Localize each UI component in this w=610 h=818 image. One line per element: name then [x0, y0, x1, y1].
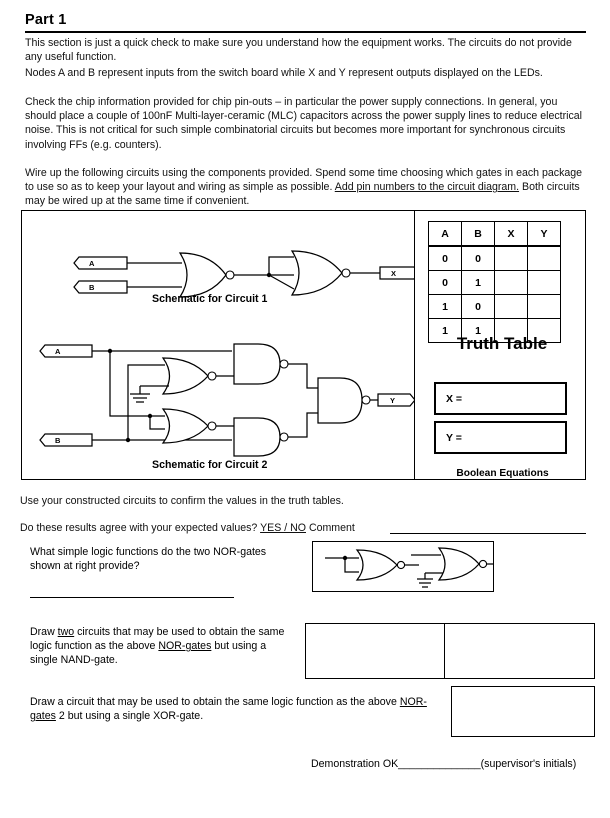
nand-q2-underline-nor: NOR-gates — [158, 640, 212, 653]
xor-q-underline-gates: gates — [30, 710, 56, 723]
svg-text:Y: Y — [390, 396, 396, 405]
svg-text:X: X — [391, 269, 397, 278]
cell-a: 0 — [429, 246, 462, 271]
nor-gates-example-svg — [313, 542, 493, 591]
nor-question-line2: shown at right provide? — [30, 560, 140, 573]
truth-table-header-b: B — [462, 222, 495, 247]
cell-x[interactable] — [495, 295, 528, 319]
paragraph4-underlined: Add pin numbers to the circuit diagram. — [334, 181, 520, 194]
cell-y[interactable] — [528, 271, 561, 295]
nand-q2-post: but using a — [211, 640, 267, 653]
xor-q-post: 2 but using a single XOR-gate. — [55, 710, 204, 723]
intro-paragraph-2: Nodes A and B represent inputs from the switch board while X and Y represent outputs displayed on the LEDs. — [25, 67, 543, 79]
input-pin-b-circuit2 — [40, 434, 92, 446]
truth-table-header-x: X — [495, 222, 528, 247]
cell-x[interactable] — [495, 271, 528, 295]
confirm-instruction: Use your constructed circuits to confirm the values in the truth tables. — [20, 495, 344, 507]
nand-question-line2 — [30, 639, 305, 653]
cell-a: 1 — [429, 295, 462, 319]
cell-a: 0 — [429, 271, 462, 295]
nand-q2-pre: logic function as the above — [30, 640, 159, 653]
comment-label: Comment — [306, 522, 355, 534]
table-row — [429, 295, 561, 319]
input-pin-a-circuit1 — [74, 257, 127, 269]
equation-box-x[interactable] — [434, 382, 567, 415]
panel-divider — [414, 211, 415, 479]
title-divider — [25, 31, 586, 33]
xor-q-underline-nor: NOR- — [399, 696, 427, 708]
cell-y[interactable] — [528, 246, 561, 271]
truth-table — [428, 221, 561, 343]
nand-gate-upper-circuit2 — [234, 344, 288, 384]
cell-b: 0 — [462, 295, 495, 319]
nor-gate-1-circuit1 — [180, 253, 234, 297]
svg-text:A: A — [89, 259, 95, 268]
paragraph4-tail: Both circuits may be wired up at the same time if convenient. — [25, 181, 580, 208]
intro-paragraph-1: This section is just a quick check to make sure you understand how the equipment works. The circuits do not provide any useful function. — [25, 37, 572, 64]
truth-table-wrapper — [428, 221, 561, 343]
nand-q-post: circuits that may be used to obtain the same — [74, 626, 285, 638]
nor-question-line1: What simple logic functions do the two NOR-gates — [30, 546, 267, 558]
cell-x[interactable] — [495, 246, 528, 271]
truth-table-caption: Truth Table — [456, 334, 548, 353]
table-row — [429, 246, 561, 271]
agree-lead: Do these results agree with your expected values? — [20, 522, 261, 534]
nand-answer-box-2[interactable] — [444, 623, 595, 679]
cell-y[interactable] — [528, 295, 561, 319]
cell-b: 0 — [462, 246, 495, 271]
nand-q-underline-two: two — [57, 626, 75, 638]
circuit-1-schematic — [22, 231, 414, 341]
xor-q-pre: Draw a circuit that may be used to obtain the same logic function as the above — [30, 696, 400, 708]
equation-x-label: X = — [446, 393, 463, 405]
ground-symbol-circuit2 — [130, 386, 150, 402]
nor-gate-upper-circuit2 — [163, 358, 216, 394]
nor-question-answer-line[interactable] — [30, 597, 234, 598]
truth-table-header-y: Y — [528, 222, 561, 247]
comment-answer-line[interactable] — [390, 533, 586, 534]
nor-question — [30, 545, 305, 573]
intro-paragraph-3: Check the chip information provided for chip pin-outs – in particular the power supply connections. In general, you should place a couple of 100nF Multi-layer-ceramic (MLC) capacitors across the power supply lines to reduce electrical noise. This is not critical for such simple combinatorial circuits but becomes more important for synchronous circuits involving FFs (e.g. counters). — [25, 96, 583, 151]
nand-q-pre: Draw — [30, 626, 58, 638]
boolean-equations-caption: Boolean Equations — [456, 468, 549, 479]
cell-b: 1 — [462, 271, 495, 295]
nand-answer-box-1[interactable] — [305, 623, 445, 679]
nor-gate-2-circuit1 — [292, 251, 350, 295]
output-pin-x-circuit1 — [380, 267, 414, 279]
demo-initials-hint: (supervisor's initials) — [480, 758, 577, 770]
equation-box-y[interactable] — [434, 421, 567, 454]
cell-a: 1 — [429, 319, 462, 343]
svg-text:B: B — [55, 436, 61, 445]
nor-gate-left-example — [325, 550, 419, 580]
truth-table-header-a: A — [429, 222, 462, 247]
paragraph4-lead: Wire up the following circuits using the components provided. Spend some time choosing which gates in each package to use so as to keep your layout and wiring as simple as possible. — [25, 167, 583, 194]
input-pin-a-circuit2 — [40, 345, 92, 357]
svg-text:B: B — [89, 283, 95, 292]
nand-gate-final-circuit2 — [318, 378, 370, 423]
demo-blank[interactable]: ______________ — [398, 758, 481, 770]
demonstration-line — [311, 758, 576, 770]
cell-b: 1 — [462, 319, 495, 343]
equation-y-label: Y = — [446, 432, 462, 444]
nor-gates-example-box — [312, 541, 494, 592]
ground-symbol-example — [417, 573, 433, 587]
table-row — [429, 271, 561, 295]
circuit-2-schematic — [22, 336, 414, 471]
intro-paragraph-4 — [25, 166, 585, 209]
yes-no-choice[interactable]: YES / NO — [260, 522, 306, 534]
demo-label: Demonstration OK — [311, 758, 399, 770]
nand-gate-lower-circuit2 — [234, 418, 288, 456]
nor-gate-right-example — [411, 548, 493, 587]
nand-question-line3: single NAND-gate. — [30, 654, 118, 667]
input-pin-b-circuit1 — [74, 281, 127, 293]
svg-text:A: A — [55, 347, 61, 356]
output-pin-y-circuit2 — [378, 394, 414, 406]
circuit-2-caption: Schematic for Circuit 2 — [152, 459, 268, 471]
table-header-row — [429, 222, 561, 247]
nor-gate-lower-circuit2 — [163, 409, 216, 443]
page-title: Part 1 — [25, 12, 67, 28]
nand-question — [30, 625, 305, 668]
xor-answer-box[interactable] — [451, 686, 595, 737]
circuit-1-caption: Schematic for Circuit 1 — [152, 293, 268, 305]
nand-question-line1 — [30, 625, 305, 639]
xor-question — [30, 695, 448, 723]
